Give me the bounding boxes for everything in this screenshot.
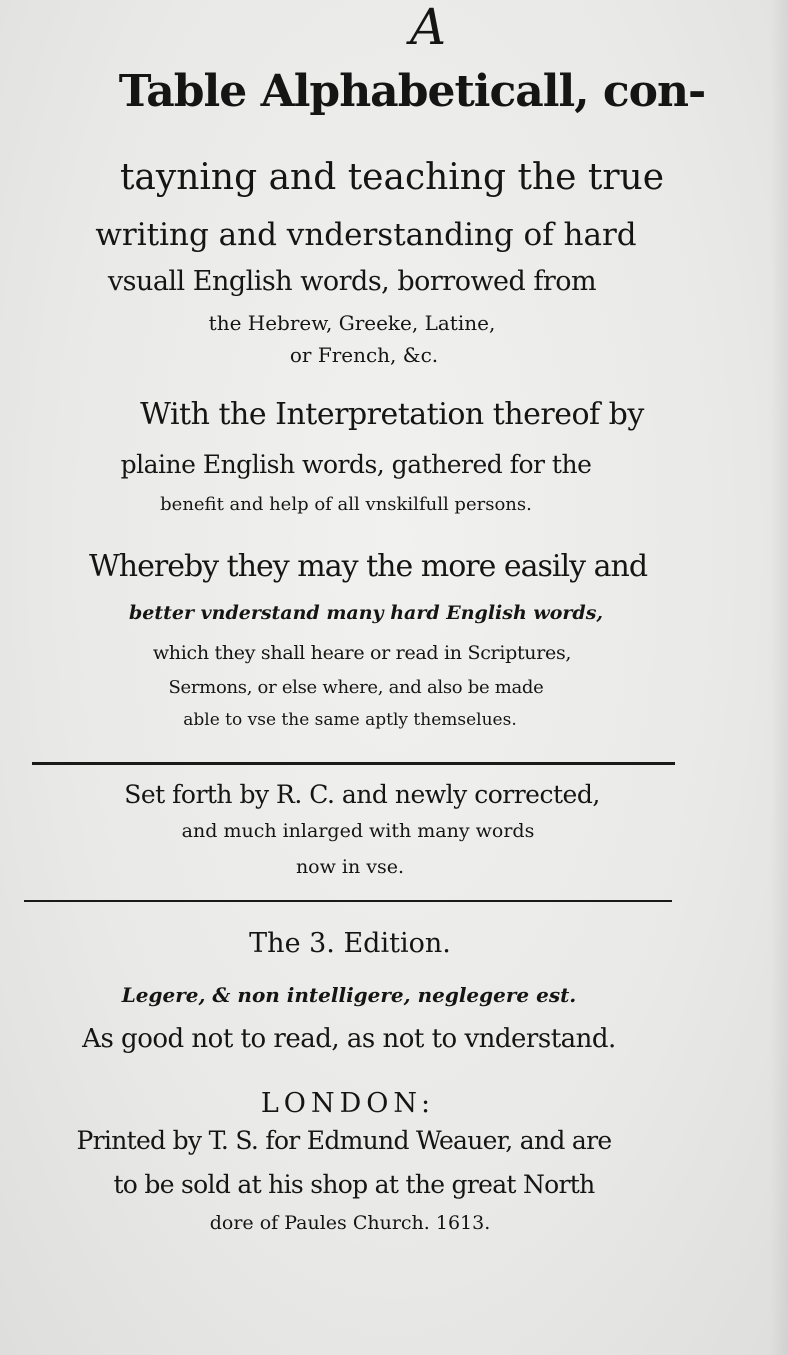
title-line-5: the Hebrew, Greeke, Latine,	[208, 311, 496, 335]
purpose-line-1: Whereby they may the more easily and	[88, 549, 648, 584]
purpose-line-5: able to vse the same aptly themselues.	[183, 710, 517, 730]
title-line-3: writing and vnderstanding of hard	[95, 217, 637, 253]
title-line-1: Table Alphabeticall, con-	[118, 66, 706, 117]
interpretation-line-3: benefit and help of all vnskilfull persons.	[160, 494, 532, 515]
title-line-6: or French, &c.	[289, 343, 439, 367]
imprint-city: LONDON:	[260, 1088, 436, 1119]
purpose-line-4: Sermons, or else where, and also be made	[168, 677, 544, 698]
motto-latin: Legere, & non intelligere, neglegere est.	[121, 983, 577, 1007]
purpose-line-2: better vnderstand many hard English words,	[128, 602, 604, 624]
imprint-line-1: Printed by T. S. for Edmund Weauer, and are	[76, 1126, 612, 1155]
author-line-3: now in vse.	[295, 856, 405, 878]
divider-rule-2	[24, 900, 672, 902]
page-edge-shadow	[770, 0, 788, 1355]
imprint-line-2: to be sold at his shop at the great North	[113, 1170, 595, 1199]
interpretation-line-2: plaine English words, gathered for the	[120, 450, 592, 479]
title-line-2: tayning and teaching the true	[119, 157, 665, 198]
interpretation-line-1: With the Interpretation thereof by	[140, 397, 644, 432]
imprint-line-3: dore of Paules Church. 1613.	[209, 1212, 491, 1234]
ornamental-article: A	[409, 0, 447, 56]
title-line-4: vsuall English words, borrowed from	[107, 266, 597, 297]
motto-english: As good not to read, as not to vnderstand.	[82, 1024, 616, 1054]
author-line-1: Set forth by R. C. and newly corrected,	[124, 780, 600, 809]
divider-rule-1	[32, 762, 675, 765]
author-line-2: and much inlarged with many words	[181, 820, 535, 842]
purpose-line-3: which they shall heare or read in Scriptures,	[152, 642, 572, 664]
edition-line: The 3. Edition.	[249, 928, 451, 959]
